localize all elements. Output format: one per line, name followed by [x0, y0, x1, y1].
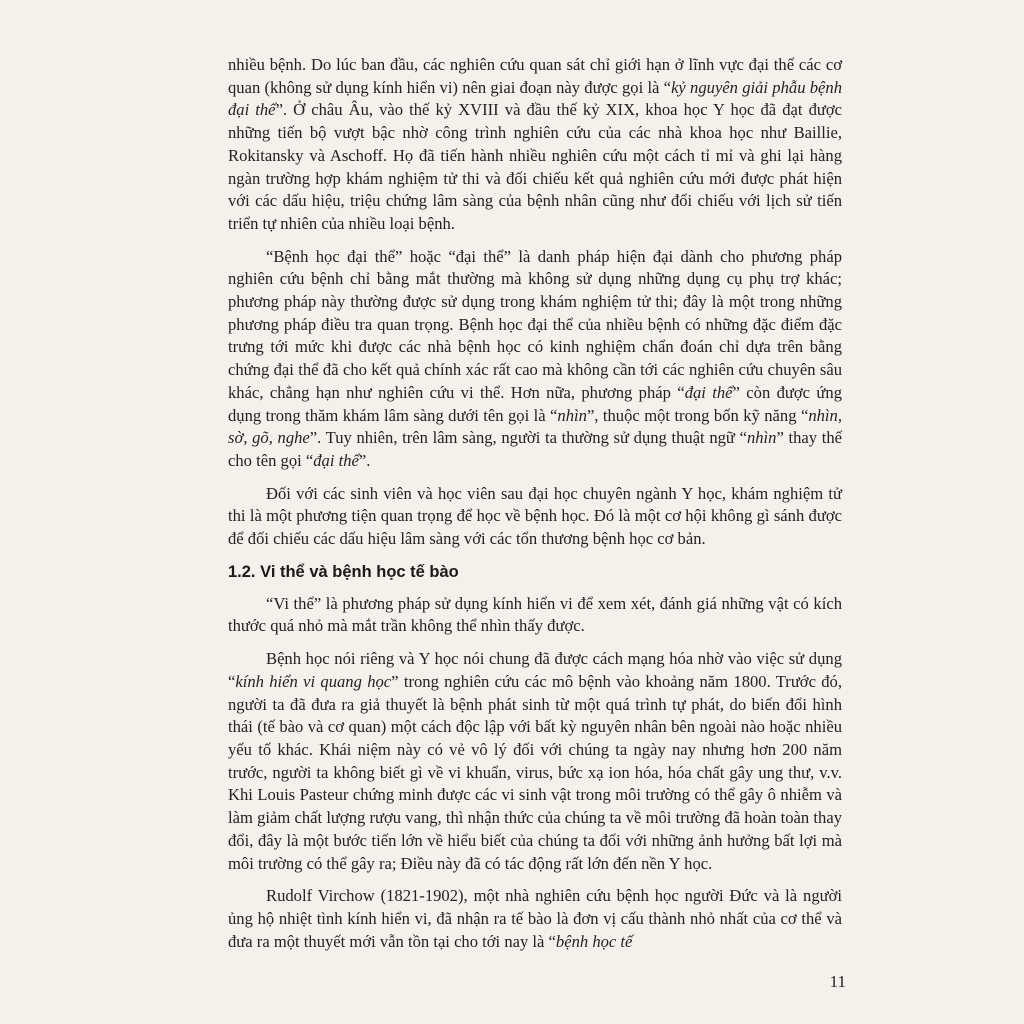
paragraph	[228, 885, 842, 953]
italic-term: kỷ nguyên giải phẫu bệnh đại thể	[228, 77, 842, 120]
text-run: ”, thuộc một trong bốn kỹ năng “	[586, 405, 809, 425]
italic-term: nhìn, sờ, gõ, nghe	[228, 405, 842, 448]
page-number: 11	[829, 972, 846, 991]
text-run: “Bệnh học đại thể” hoặc “đại thể” là danh pháp hiện đại dành cho phương pháp nghiên cứu bệnh chỉ bằng mắt thường mà không sử dụng những dụng cụ phụ trợ khác; phương pháp này thường được sử dụng trong khám nghiệm tử thi; đây là một trong những phương pháp điều tra quan trọng. Bệnh học đại thể của nhiều bệnh có những đặc điểm đặc trưng tới mức khi được các nhà bệnh học có kinh nghiệm chẩn đoán chỉ dựa trên bằng chứng đại thể đã cho kết quả chính xác rất cao mà không cần tới các nghiên cứu chuyên sâu khác, chẳng hạn như nghiên cứu vi thể. Hơn nữa, phương pháp “	[228, 246, 842, 402]
text-run: ”.	[358, 450, 371, 470]
paragraph	[228, 593, 842, 638]
italic-term: bệnh học tế	[555, 931, 633, 951]
text-run: ” thay thế cho tên gọi “	[228, 428, 842, 470]
text-run: ”. Tuy nhiên, trên lâm sàng, người ta thường sử dụng thuật ngữ “	[309, 428, 747, 448]
italic-term: đại thể	[684, 382, 733, 402]
text-run: ” trong nghiên cứu các mô bệnh vào khoảng năm 1800. Trước đó, người ta đã đưa ra giả thuyết là bệnh phát sinh từ một quá trình tự phát, do biến đổi hình thái (tế bào và cơ quan) một cách độc lập với bất kỳ nguyên nhân bên ngoài nào hoặc nhiều yếu tố khác. Khái niệm này có vẻ vô lý đối với chúng ta ngày nay nhưng hơn 200 năm trước, người ta không biết gì về vi khuẩn, virus, bức xạ ion hóa, hóa chất gây ung thư, v.v. Khi Louis Pasteur chứng minh được các vi sinh vật trong môi trường có thể gây ô nhiễm và làm giảm chất lượng rượu vang, thì nhận thức của chúng ta về môi trường đã hoàn toàn thay đổi, đây là một bước tiến lớn về hiểu biết của chúng ta đối với những ảnh hưởng bất lợi mà môi trường có thể gây ra; Điều này đã có tác động rất lớn đến nền Y học.	[228, 671, 842, 873]
italic-term: đại thể	[313, 450, 359, 470]
text-run: Rudolf Virchow (1821-1902), một nhà nghiên cứu bệnh học người Đức và là người ủng hộ nhiệt tình kính hiển vi, đã nhận ra tế bào là đơn vị cấu thành nhỏ nhất của cơ thể và đưa ra một thuyết mới vẫn tồn tại cho tới nay là “	[228, 886, 842, 951]
paragraph	[228, 246, 842, 473]
section-heading	[228, 561, 842, 583]
italic-term: nhìn	[746, 428, 777, 448]
text-run: Đối với các sinh viên và học viên sau đại học chuyên ngành Y học, khám nghiệm tử thi là một phương tiện quan trọng để học về bệnh học. Đó là một cơ hội không gì sánh được để đối chiếu các dấu hiệu lâm sàng với các tổn thương bệnh học cơ bản.	[228, 483, 842, 549]
italic-term: kính hiển vi quang học	[235, 671, 392, 691]
text-run: ”. Ở châu Âu, vào thế kỷ XVIII và đầu thế kỷ XIX, khoa học Y học đã đạt được những tiến bộ vượt bậc nhờ công trình nghiên cứu của các nhà khoa học như Baillie, Rokitansky và Aschoff. Họ đã tiến hành nhiều nghiên cứu một cách tỉ mỉ và ghi lại hàng ngàn trường hợp khám nghiệm tử thi và đối chiếu kết quả nghiên cứu mới được phát hiện với các dấu hiệu, triệu chứng lâm sàng của bệnh nhân cũng như đối chiếu với lịch sử tiến triển tự nhiên của nhiều loại bệnh.	[228, 100, 843, 233]
paragraph	[228, 54, 842, 236]
page-body	[228, 54, 842, 963]
paragraph	[228, 648, 842, 875]
text-run: 1.2. Vi thể và bệnh học tế bào	[228, 562, 459, 581]
text-run: Bệnh học nói riêng và Y học nói chung đã được cách mạng hóa nhờ vào việc sử dụng “	[228, 649, 842, 691]
text-run: ” còn được ứng dụng trong thăm khám lâm sàng dưới tên gọi là “	[228, 382, 843, 425]
text-run: “Vi thể” là phương pháp sử dụng kính hiển vi để xem xét, đánh giá những vật có kích thước quá nhỏ mà mắt trần không thể nhìn thấy được.	[228, 593, 842, 636]
paragraph	[228, 483, 842, 551]
text-run: nhiều bệnh. Do lúc ban đầu, các nghiên cứu quan sát chỉ giới hạn ở lĩnh vực đại thể các cơ quan (không sử dụng kính hiển vi) nên giai đoạn này được gọi là “	[228, 55, 842, 97]
italic-term: nhìn	[557, 405, 587, 425]
